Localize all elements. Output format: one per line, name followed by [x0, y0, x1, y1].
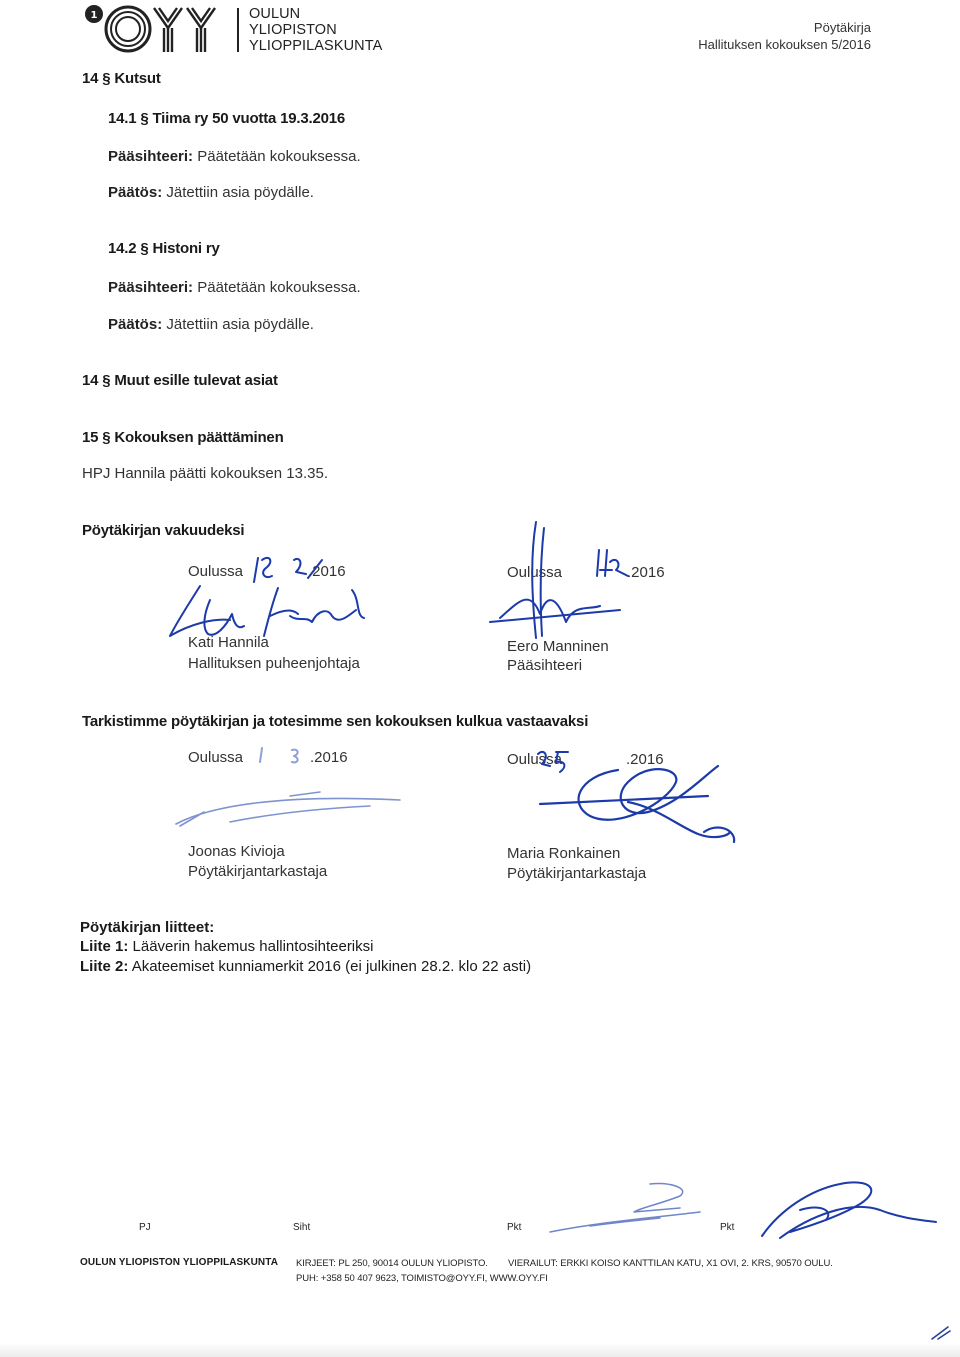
sign-right-place: Oulussa — [507, 564, 563, 581]
handwritten-date-right-extra — [595, 546, 635, 580]
oyy-logo — [84, 2, 234, 54]
section-14-1-title: 14.1 § Tiima ry 50 vuotta 19.3.2016 — [108, 110, 346, 127]
review-left-place: Oulussa — [188, 749, 244, 766]
proposal-label: Pääsihteeri: — [108, 279, 194, 296]
attachment-item — [80, 938, 373, 955]
decision-label: Päätös: — [108, 316, 163, 333]
footer-initials-signature-2 — [750, 1170, 940, 1250]
proposal-text: Päätetään kokouksessa. — [197, 148, 361, 165]
attachment-text: Akateemiset kunniamerkit 2016 (ei julkinen 28.2. klo 22 asti) — [131, 958, 532, 975]
attachments-heading: Pöytäkirjan liitteet: — [80, 919, 215, 936]
logo-divider — [237, 8, 239, 52]
scan-edge — [0, 1343, 960, 1357]
sign-right-name: Eero Manninen — [507, 638, 609, 655]
sign-left-role: Hallituksen puheenjohtaja — [188, 655, 360, 672]
section-14-title: 14 § Kutsut — [82, 70, 161, 87]
review-heading: Tarkistimme pöytäkirjan ja totesimme sen kokouksen kulkua vastaavaksi — [82, 713, 589, 730]
footer-initials-signature-1 — [530, 1178, 710, 1238]
section-14-2-proposal — [108, 279, 361, 296]
attachment-text: Lääverin hakemus hallintosihteeriksi — [132, 938, 374, 955]
section-14-1-decision — [108, 184, 314, 201]
sign-left-date-suffix: .2016 — [308, 563, 346, 580]
svg-text:1: 1 — [90, 10, 98, 21]
review-right-name: Maria Ronkainen — [507, 845, 621, 862]
org-name-line-3: YLIOPPILASKUNTA — [249, 38, 383, 54]
decision-text: Jätettiin asia pöydälle. — [166, 316, 314, 333]
footer-initial-siht: Siht — [293, 1222, 311, 1233]
org-name-line-1: OULUN — [249, 6, 301, 22]
footer-org-name: OULUN YLIOPISTON YLIOPPILASKUNTA — [80, 1257, 279, 1268]
corner-mark — [930, 1325, 952, 1341]
section-14-other-title: 14 § Muut esille tulevat asiat — [82, 372, 278, 389]
attachment-item — [80, 958, 531, 975]
review-left-date-suffix: .2016 — [310, 749, 348, 766]
document-subtitle: Hallituksen kokouksen 5/2016 — [698, 37, 871, 52]
footer-initial-pkt-2: Pkt — [720, 1222, 735, 1233]
sign-right-date-suffix: .2016 — [627, 564, 665, 581]
section-15-text: HPJ Hannila päätti kokouksen 13.35. — [82, 465, 328, 482]
footer-address: KIRJEET: PL 250, 90014 OULUN YLIOPISTO. — [296, 1258, 488, 1269]
footer-initial-pj: PJ — [139, 1222, 151, 1233]
review-left-name: Joonas Kivioja — [188, 843, 285, 860]
handwritten-date-left-review — [256, 744, 306, 768]
section-14-2-decision — [108, 316, 314, 333]
sign-right-role: Pääsihteeri — [507, 657, 583, 674]
proposal-text: Päätetään kokouksessa. — [197, 279, 361, 296]
footer-contact: PUH: +358 50 407 9623, TOIMISTO@OYY.FI, WWW.OYY.FI — [296, 1273, 548, 1284]
document-type: Pöytäkirja — [813, 20, 871, 35]
footer-initial-pkt-1: Pkt — [507, 1222, 522, 1233]
section-15-title: 15 § Kokouksen päättäminen — [82, 429, 284, 446]
proposal-label: Pääsihteeri: — [108, 148, 194, 165]
section-14-1-proposal — [108, 148, 361, 165]
org-name-line-2: YLIOPISTON — [249, 22, 337, 38]
signatures-heading: Pöytäkirjan vakuudeksi — [82, 522, 245, 539]
signature-eero-manninen — [470, 518, 630, 658]
signature-kati-hannila — [160, 580, 380, 648]
signature-joonas-kivioja — [170, 782, 410, 832]
sign-left-name: Kati Hannila — [188, 634, 269, 651]
sign-left-place: Oulussa — [188, 563, 244, 580]
footer-visit-address: VIERAILUT: ERKKI KOISO KANTTILAN KATU, X1 OVI, 2. KRS, 90570 OULU. — [508, 1258, 833, 1269]
review-left-role: Pöytäkirjantarkastaja — [188, 863, 328, 880]
attachment-label: Liite 1: — [80, 938, 129, 955]
signature-maria-ronkainen — [528, 752, 748, 852]
section-14-2-title: 14.2 § Histoni ry — [108, 240, 220, 257]
decision-text: Jätettiin asia pöydälle. — [166, 184, 314, 201]
decision-label: Päätös: — [108, 184, 163, 201]
review-right-role: Pöytäkirjantarkastaja — [507, 865, 647, 882]
attachment-label: Liite 2: — [80, 958, 129, 975]
review-right-date-suffix: .2016 — [626, 751, 664, 768]
review-right-place: Oulussa — [507, 751, 563, 768]
